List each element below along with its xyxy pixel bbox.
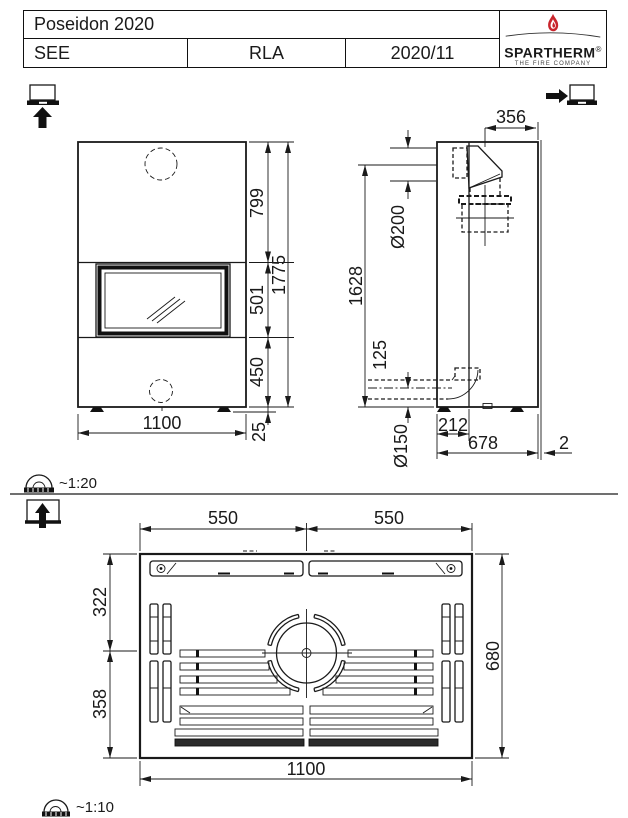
dim-front-glass-height: 501 [247,284,267,316]
dim-side-intake-center-height: 125 [370,339,390,371]
dim-top-right-half: 550 [373,508,405,528]
model-name: Poseidon 2020 [24,11,499,39]
dim-front-width: 1100 [142,413,182,433]
front-view-print-icon [27,85,59,128]
side-view-print-icon [546,85,597,105]
flue-outlet-hidden-circle [145,148,177,180]
dim-side-flue-center-height: 1628 [346,265,366,307]
protractor-icon [24,475,54,493]
flame-icon [500,13,606,43]
dim-front-feet-height: 25 [249,421,269,443]
rear-grill-slats [175,706,438,746]
intake-hidden-circle [150,380,173,403]
flue-circle-assembly [262,609,352,698]
type-cell: RLA [188,39,346,67]
title-block [23,10,607,68]
scale-lower [42,799,114,817]
protractor-icon-lower [42,800,70,817]
side-view-drawing [346,107,572,468]
door-top-slats [150,561,462,576]
front-view-drawing [78,142,294,442]
top-view-print-icon [25,500,61,528]
scale-upper [24,475,97,493]
dim-front-lower-section: 450 [247,356,267,388]
dim-side-intake-diameter: Ø150 [391,423,411,469]
dim-top-width: 1100 [286,759,326,779]
brand-logo [500,11,606,67]
title-block-left [24,11,500,67]
brand-name: SPARTHERM® [504,45,602,61]
flue-assembly [453,146,514,246]
scale-upper-label: ~1:20 [59,475,97,492]
date-cell: 2020/11 [390,42,455,63]
glass-door [96,264,230,337]
dim-side-depth: 678 [467,433,499,453]
top-view-drawing [90,508,509,786]
dim-side-intake-front-offset: 212 [437,415,469,435]
registered-mark: ® [595,45,602,55]
front-feet [90,408,231,413]
air-intake-elbow [368,368,480,399]
dim-front-total-height: 1775 [269,254,289,296]
dim-top-left-half: 550 [207,508,239,528]
dim-top-front-section: 322 [90,586,110,618]
glass-hatch [147,297,185,323]
dim-side-rear-gap: 2 [558,433,570,453]
dim-side-flue-rear-offset: 356 [495,107,527,127]
dim-top-depth: 680 [483,640,503,672]
brand-tagline: THE FIRE COMPANY [514,61,592,67]
dim-top-rear-section: 358 [90,688,110,720]
dim-side-flue-diameter: Ø200 [388,204,408,250]
author-cell: SEE [24,39,188,67]
dim-front-upper-section: 799 [247,187,267,219]
scale-lower-label: ~1:10 [76,799,114,816]
top-body-outline [140,554,472,758]
